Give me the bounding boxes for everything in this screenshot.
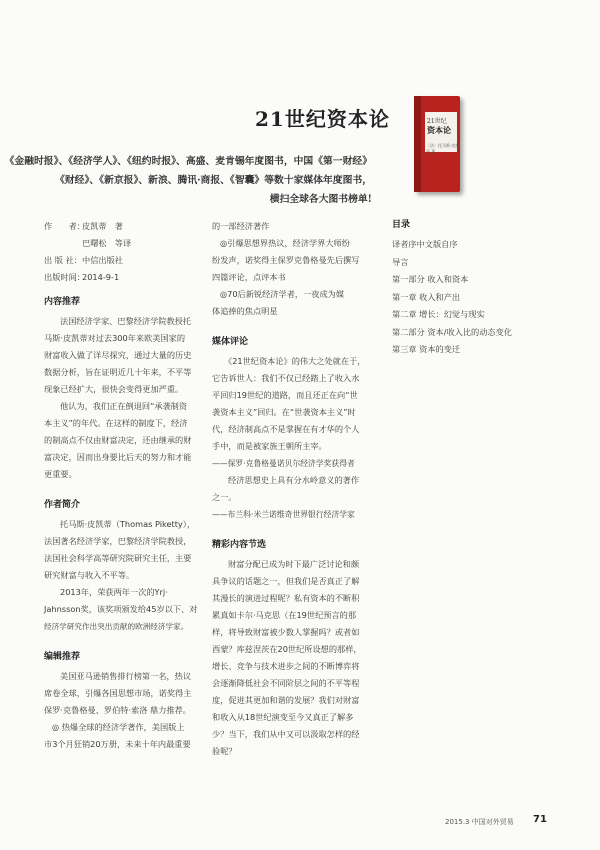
- text-line: 之一。: [212, 492, 237, 502]
- text-line: 验呢？: [212, 746, 237, 756]
- toc-heading: 目录: [392, 220, 411, 230]
- text-line: 代，经济制高点不是掌握在有才华的个人: [212, 424, 360, 434]
- toc-item: 第一章 收入和产出: [392, 291, 461, 302]
- section-editor: [44, 668, 196, 753]
- book-cover-author: 〔法〕托马斯·皮凯蒂 著: [426, 143, 460, 154]
- section-recommend: [44, 313, 196, 483]
- text-line: ◎引爆思想界热议，经济学界大师纷: [220, 238, 350, 248]
- section-heading: 编辑推荐: [44, 652, 81, 662]
- promo-line: 横扫全球各大图书榜单!: [269, 194, 372, 205]
- text-line: Jahnsson奖，该奖项颁发给45岁以下、对: [44, 604, 198, 614]
- info-value: 皮凯蒂 著: [82, 221, 123, 231]
- text-line: 增长、竞争与技术进步之间的不断博弈将: [212, 661, 360, 671]
- text-line: 数据分析，旨在证明近几十年来，不平等: [44, 367, 192, 377]
- text-line: 市3个月狂销20万册，未来十年内最重要: [44, 739, 191, 749]
- toc-item: 第二章 增长：幻觉与现实: [392, 309, 485, 319]
- text-line: ◎70后新锐经济学者，一夜成为媒: [220, 289, 345, 299]
- text-line: 的一部经济著作: [212, 221, 270, 231]
- text-line: 财富收入做了详尽探究，通过大量的历史: [44, 350, 192, 360]
- text-line: ——布兰科·米兰诺维奇世界银行经济学家: [212, 510, 355, 519]
- text-line: 保罗·克鲁格曼、罗伯特·索洛 鼎力推荐。: [44, 705, 191, 715]
- page-title: 21世纪资本论: [255, 107, 390, 131]
- text-line: 法国社会科学高等研究院研究主任，主要: [44, 553, 192, 563]
- text-line: 经济思想史上具有分水岭意义的著作: [228, 475, 360, 485]
- promo-line: 《金融时报》、《经济学人》、《纽约时报》、高盛、麦肯锡年度图书，中国《第一财经》: [4, 156, 372, 167]
- info-translator: [44, 235, 196, 252]
- text-line: 它告诉世人：我们不仅已经踏上了收入水: [212, 373, 360, 383]
- text-line: 西蒙？库兹涅茨在20世纪所设想的那样，: [212, 644, 362, 654]
- text-line: 样，将导致财富被少数人掌握吗？或者如: [212, 627, 360, 637]
- toc-item: 第一部分 收入和资本: [392, 274, 469, 284]
- text-line: 研究财富与收入不平等。: [44, 570, 135, 580]
- text-line: 马斯·皮凯蒂对过去300年来欧美国家的: [44, 333, 186, 343]
- column-left: [44, 218, 196, 753]
- text-line: 《21世纪资本论》的伟大之处就在于，: [224, 356, 366, 366]
- text-line: 经济学研究作出突出贡献的欧洲经济学家。: [44, 622, 189, 631]
- toc-item: 第二部分 资本/收入比的动态变化: [392, 326, 512, 337]
- text-line: 富决定，因而出身要比后天的努力和才能: [44, 452, 192, 462]
- section-editor-continued: [212, 218, 372, 320]
- toc-item: 导言: [392, 256, 409, 267]
- section-heading: 媒体评论: [212, 337, 249, 347]
- text-line: 纷发声，诺奖得主保罗克鲁格曼先后撰写: [212, 255, 360, 265]
- info-date: [44, 269, 196, 286]
- toc-item: 第三章 资本的变迁: [392, 344, 461, 354]
- section-heading: 精彩内容节选: [212, 540, 267, 550]
- text-line: 累真如卡尔·马克思（在19世纪预言的那: [212, 610, 357, 620]
- text-line: 现象已经扩大，很快会变得更加严重。: [44, 384, 184, 394]
- section-heading: 作者简介: [44, 500, 81, 510]
- text-line: ◎ 热爆全球的经济学著作，美国版上: [52, 722, 185, 732]
- book-cover-image: [414, 96, 460, 192]
- page-number: 71: [533, 814, 547, 825]
- info-label: 出版时间：: [44, 272, 85, 282]
- text-line: 会逐渐降低社会不同阶层之间的不平等程: [212, 678, 360, 688]
- column-right: [392, 217, 542, 359]
- text-line: 其漫长的演进过程呢？私有资本的不断积: [212, 593, 360, 603]
- column-middle: [212, 218, 372, 760]
- text-line: 2013年，荣获两年一次的Yrj·: [60, 587, 168, 597]
- text-line: 的制高点不仅由财富决定，还由继承的财: [44, 435, 192, 445]
- text-line: 法国经济学家、巴黎经济学院教授托: [60, 316, 192, 326]
- text-line: 托马斯·皮凯蒂（Thomas Piketty），: [60, 519, 196, 529]
- book-cover-title: 资本论: [427, 125, 451, 135]
- text-line: 本主义”的年代。在这样的制度下，经济: [44, 418, 188, 428]
- footer-issue-journal: 2015.3 中国对外贸易: [445, 818, 514, 826]
- text-line: 度，促进其更加和谐的发展？我们对财富: [212, 695, 360, 705]
- text-line: 袭资本主义”回归。在“世袭资本主义”时: [212, 407, 356, 417]
- book-spine: [414, 96, 421, 192]
- section-media: [212, 353, 372, 523]
- text-line: ——保罗·克鲁格曼诺贝尔经济学奖获得者: [212, 459, 355, 468]
- text-line: 体追捧的焦点明星: [212, 306, 278, 316]
- section-author: [44, 516, 196, 635]
- promo-line: 《财经》、《新京报》、新浪、腾讯·商报、《智囊》等数十家媒体年度图书，: [55, 175, 372, 186]
- text-line: 美国亚马逊销售排行榜第一名，热议: [60, 671, 192, 681]
- info-value: 2014-9-1: [82, 272, 120, 282]
- info-label: 出 版 社：: [44, 255, 82, 265]
- text-line: 法国著名经济学家，巴黎经济学院教授，: [44, 536, 192, 546]
- section-excerpt: [212, 556, 372, 760]
- text-line: 平回归19世纪的道路，而且还正在向“世: [212, 390, 358, 400]
- text-line: 具争议的话题之一，但我们是否真正了解: [212, 576, 360, 586]
- text-line: 少？当下，我们从中又可以汲取怎样的经: [212, 729, 360, 739]
- info-value: 中信出版社: [82, 255, 123, 265]
- book-cover-small-text: 21世纪: [427, 118, 447, 125]
- text-line: 他认为，我们正在倒退回“承袭制资: [60, 401, 188, 411]
- section-heading: 内容推荐: [44, 297, 81, 307]
- text-line: 和收入从18世纪演变至今又真正了解多: [212, 712, 354, 722]
- info-value: 巴曙松 等译: [82, 238, 132, 248]
- text-line: 财富分配已成为时下最广泛讨论和颇: [228, 559, 360, 569]
- info-publisher: [44, 252, 196, 269]
- text-line: 四篇评论，点评本书: [212, 272, 286, 282]
- info-label: 作 者：: [44, 221, 85, 231]
- info-author: [44, 218, 196, 235]
- toc-item: 译者序中文版自序: [392, 239, 458, 249]
- text-line: 手中，而是被家族王朝所主宰。: [212, 441, 327, 451]
- text-line: 更重要。: [44, 469, 77, 479]
- text-line: 席卷全球，引爆各国思想市场，诺奖得主: [44, 688, 192, 698]
